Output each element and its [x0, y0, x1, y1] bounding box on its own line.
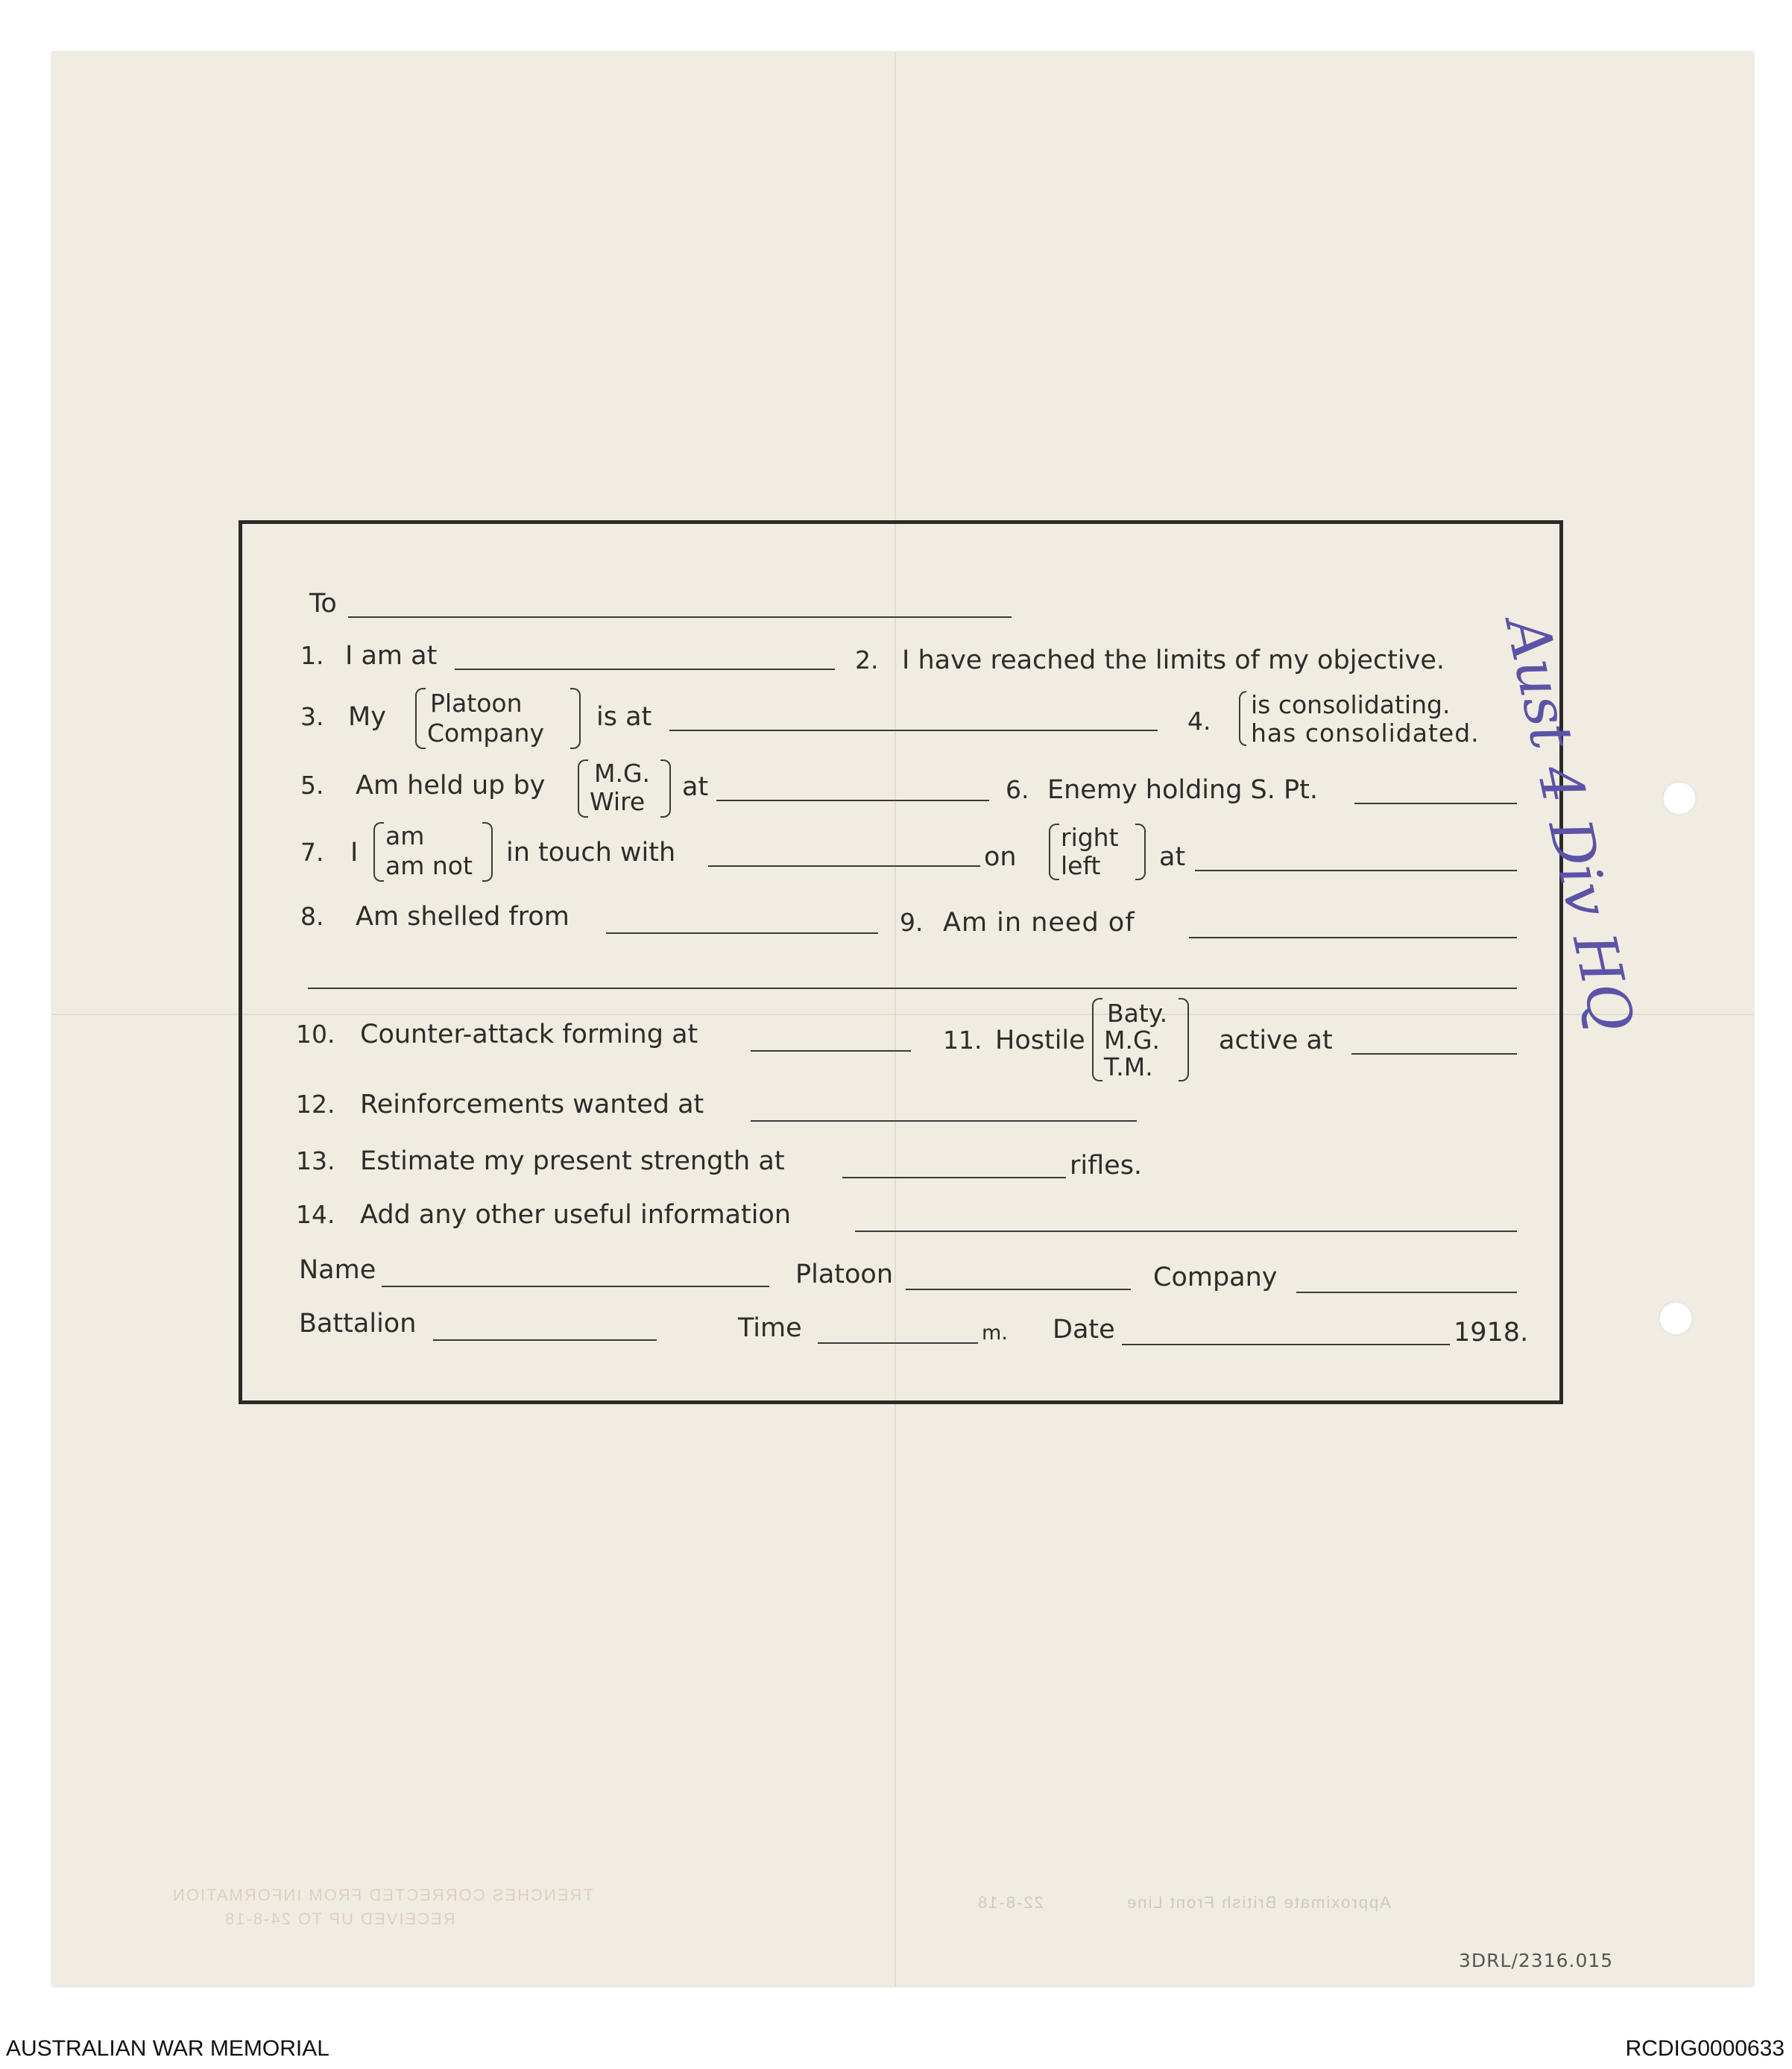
ghost-print-4: 22-8-18 — [977, 1893, 1044, 1912]
date-label: Date — [1053, 1315, 1115, 1345]
company-field[interactable] — [1296, 1292, 1517, 1293]
ghost-print-2: RECEIVED UP TO 24-8-18 — [224, 1910, 455, 1928]
item-7-on: on — [984, 842, 1017, 872]
choice-tm[interactable]: T.M. — [1104, 1052, 1153, 1081]
name-field[interactable] — [382, 1286, 769, 1287]
baty-mg-tm-choice[interactable] — [1092, 998, 1189, 1081]
footer-right: RCDIG0000633 — [1625, 2036, 1785, 2061]
consolidation-choice[interactable] — [1239, 691, 1515, 746]
platoon-field[interactable] — [906, 1289, 1131, 1290]
item-7-at: at — [1159, 842, 1186, 872]
item-14-label: Add any other useful information — [360, 1200, 792, 1230]
date-field[interactable] — [1122, 1344, 1450, 1345]
choice-wire[interactable]: Wire — [590, 787, 646, 816]
item-5-label: Am held up by — [356, 771, 546, 800]
to-field[interactable] — [348, 616, 1012, 618]
item-3-number: 3. — [300, 702, 324, 731]
choice-is-consolidating[interactable]: is consolidating. — [1251, 690, 1451, 719]
item-1-label: I am at — [345, 641, 438, 671]
form-row-8 — [242, 904, 1559, 979]
item-6-label: Enemy holding S. Pt. — [1047, 775, 1318, 805]
item-13-number: 13. — [296, 1146, 335, 1175]
to-label: To — [309, 589, 337, 619]
item-11-field[interactable] — [1351, 1053, 1517, 1055]
handwritten-annotation: Aust 4 Div HQ — [1492, 611, 1646, 1037]
item-13-rifles: rifles. — [1070, 1151, 1143, 1181]
item-3-field[interactable] — [669, 730, 1158, 731]
choice-mg-hostile[interactable]: M.G. — [1104, 1026, 1161, 1055]
footer-left: AUSTRALIAN WAR MEMORIAL — [6, 2036, 329, 2061]
am-amnot-choice[interactable] — [373, 822, 493, 882]
right-left-choice[interactable] — [1049, 824, 1146, 880]
mg-wire-choice[interactable] — [578, 759, 671, 818]
choice-platoon[interactable]: Platoon — [430, 689, 523, 718]
battalion-label: Battalion — [299, 1309, 417, 1339]
ghost-print-3: Approximate British Front Line — [1126, 1893, 1391, 1912]
choice-left[interactable]: left — [1061, 851, 1101, 880]
reference-number: 3DRL/2316.015 — [1459, 1950, 1614, 1971]
item-3-label: My — [348, 702, 386, 732]
time-field[interactable] — [818, 1342, 978, 1344]
item-7-label: I — [350, 838, 359, 868]
time-label: Time — [738, 1313, 802, 1343]
item-10-label: Counter-attack forming at — [360, 1020, 698, 1049]
item-6-field[interactable] — [1354, 803, 1517, 804]
item-7-field-unit[interactable] — [708, 865, 980, 867]
choice-baty[interactable]: Baty. — [1107, 999, 1168, 1028]
item-12-field[interactable] — [751, 1120, 1137, 1122]
item-7-number: 7. — [300, 838, 324, 867]
item-12-number: 12. — [296, 1090, 335, 1119]
item-8-number: 8. — [300, 902, 324, 931]
item-14-field[interactable] — [855, 1231, 1517, 1232]
item-2-number: 2. — [855, 645, 879, 675]
item-4-number: 4. — [1187, 707, 1211, 736]
choice-has-consolidated[interactable]: has consolidated. — [1251, 718, 1480, 748]
choice-am-not[interactable]: am not — [385, 851, 473, 880]
choice-mg[interactable]: M.G. — [594, 759, 651, 788]
item-3-is-at: is at — [596, 702, 652, 732]
form-row-battalion — [242, 1311, 1559, 1386]
item-13-field[interactable] — [842, 1177, 1066, 1178]
form-row-10 — [242, 999, 1559, 1096]
ghost-print-1: TRENCHES CORRECTED FROM INFORMATION — [171, 1886, 593, 1904]
item-9-label: Am in need of — [943, 908, 1135, 938]
report-form — [239, 520, 1563, 1404]
date-year: 1918. — [1454, 1318, 1529, 1348]
platoon-label: Platoon — [795, 1260, 894, 1289]
item-11-active-at: active at — [1219, 1026, 1333, 1055]
item-9-field[interactable] — [1189, 937, 1517, 938]
item-14-number: 14. — [296, 1200, 335, 1229]
punch-hole-bottom — [1659, 1301, 1693, 1336]
item-1-number: 1. — [300, 641, 324, 670]
company-label: Company — [1153, 1263, 1278, 1292]
item-11-label: Hostile — [995, 1026, 1085, 1055]
continuation-line[interactable] — [308, 988, 1517, 989]
item-10-field[interactable] — [751, 1050, 911, 1052]
name-label: Name — [299, 1255, 376, 1285]
item-2-label: I have reached the limits of my objective. — [902, 645, 1445, 675]
item-10-number: 10. — [296, 1020, 335, 1049]
battalion-field[interactable] — [433, 1339, 657, 1341]
item-5-at: at — [682, 772, 709, 802]
item-9-number: 9. — [900, 908, 924, 937]
item-8-field[interactable] — [606, 932, 878, 934]
item-1-field[interactable] — [455, 669, 835, 670]
choice-am[interactable]: am — [385, 821, 425, 850]
time-suffix: m. — [982, 1321, 1008, 1345]
choice-right[interactable]: right — [1061, 823, 1119, 852]
item-7-touch: in touch with — [506, 838, 676, 868]
item-5-field[interactable] — [716, 800, 989, 801]
item-11-number: 11. — [943, 1026, 982, 1055]
choice-company[interactable]: Company — [427, 718, 544, 748]
item-5-number: 5. — [300, 771, 324, 800]
item-13-label: Estimate my present strength at — [360, 1146, 785, 1176]
form-row-3 — [242, 689, 1559, 768]
item-6-number: 6. — [1006, 775, 1029, 804]
item-7-field-location[interactable] — [1195, 870, 1517, 871]
punch-hole-top — [1662, 781, 1697, 815]
form-row-7 — [242, 821, 1559, 903]
item-8-label: Am shelled from — [356, 902, 570, 932]
item-12-label: Reinforcements wanted at — [360, 1090, 704, 1119]
platoon-company-choice[interactable] — [415, 688, 581, 749]
